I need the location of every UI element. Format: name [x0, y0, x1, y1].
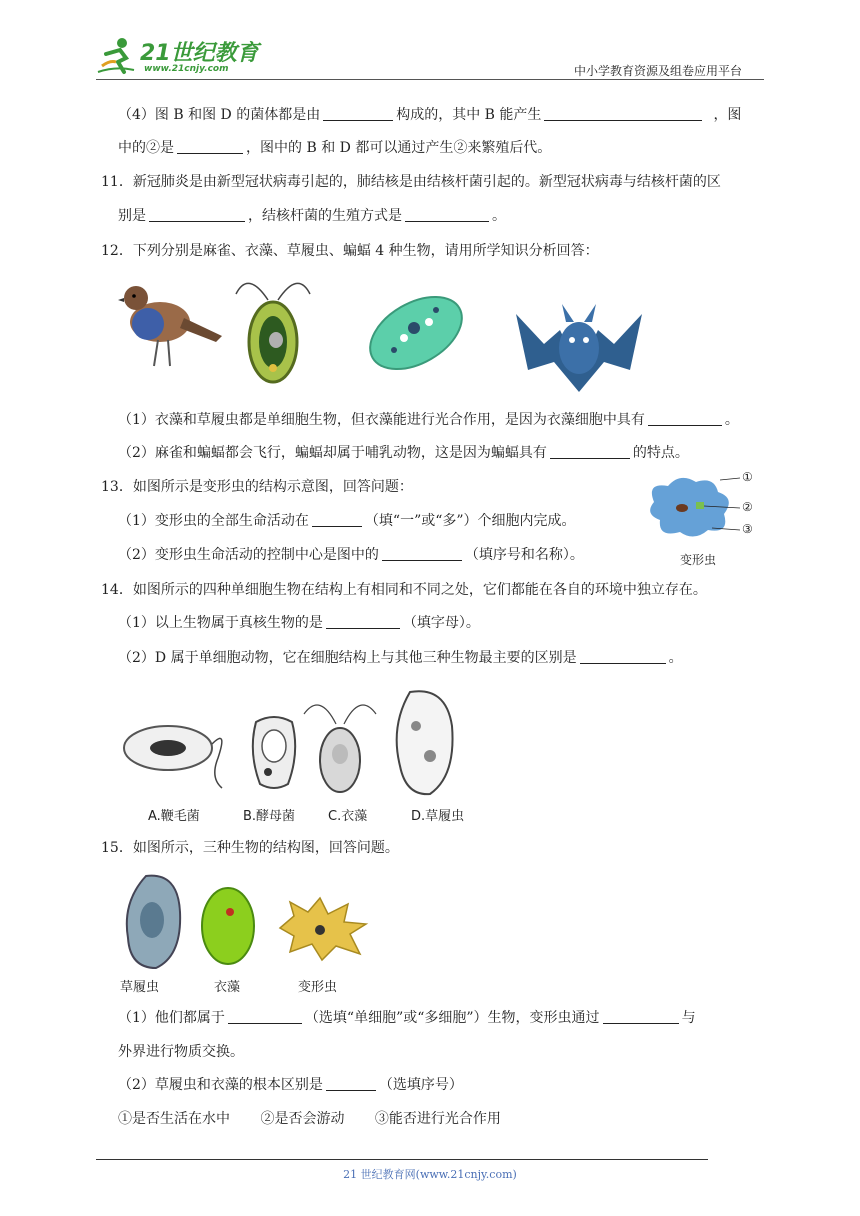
amoeba-label-2: ②: [742, 500, 753, 514]
answer-blank[interactable]: [312, 511, 362, 527]
q13-sub1: （1）变形虫的全部生命活动在 （填“一”或“多”）个细胞内完成。: [118, 513, 576, 529]
logo-url: www.21cnjy.com: [144, 64, 229, 74]
q15-stem: 15．如图所示，三种生物的结构图，回答问题。: [101, 840, 399, 856]
paramecium-gray-image: [386, 686, 466, 800]
paramecium-color-image: [120, 872, 186, 970]
option-2: ②是否会游动: [260, 1111, 345, 1127]
q15-sub2: （2）草履虫和衣藻的根本区别是 （选填序号）: [118, 1077, 463, 1093]
logo-text: 21世纪教育: [140, 41, 259, 66]
caption-b: B.酵母菌: [243, 809, 296, 824]
answer-blank[interactable]: [405, 206, 489, 222]
answer-blank[interactable]: [648, 410, 722, 426]
option-3: ③能否进行光合作用: [374, 1111, 501, 1127]
caption-paramecium: 草履虫: [120, 980, 160, 995]
answer-blank[interactable]: [603, 1008, 679, 1024]
yeast-image: [246, 712, 302, 792]
chlamydomonas-image: [228, 270, 318, 385]
answer-blank[interactable]: [544, 105, 702, 121]
footer-divider: [96, 1159, 708, 1160]
q14-sub2: （2）D 属于单细胞动物，它在细胞结构上与其他三种生物最主要的区别是 。: [118, 650, 683, 666]
amoeba-label-1: ①: [742, 470, 753, 484]
chlamydomonas-color-image: [198, 882, 258, 970]
q12-stem: 12．下列分别是麻雀、衣藻、草履虫、蝙蝠 4 种生物，请用所学知识分析回答：: [101, 243, 599, 259]
flagellated-bacterium-image: [118, 708, 238, 798]
sparrow-image: [118, 274, 228, 374]
bat-image: [514, 300, 644, 396]
amoeba-caption: 变形虫: [680, 553, 717, 567]
header-logo: [96, 36, 266, 78]
answer-blank[interactable]: [323, 105, 393, 121]
caption-a: A.鞭毛菌: [148, 809, 200, 824]
amoeba-label-3: ③: [742, 522, 753, 536]
q11-line1: 11．新冠肺炎是由新型冠状病毒引起的，肺结核是由结核杆菌引起的。新型冠状病毒与结核杆菌的区: [101, 174, 721, 190]
caption-amoeba: 变形虫: [298, 980, 338, 995]
amoeba-diagram: [644, 472, 740, 544]
runner-logo-icon: [96, 36, 136, 76]
answer-blank[interactable]: [149, 206, 245, 222]
amoeba-color-image: [272, 894, 372, 964]
q13-stem: 13．如图所示是变形虫的结构示意图，回答问题：: [101, 479, 413, 495]
q15-options: [118, 1109, 501, 1129]
answer-blank[interactable]: [580, 648, 666, 664]
q15-sub1: （1）他们都属于 （选填“单细胞”或“多细胞”）生物，变形虫通过 与: [118, 1010, 696, 1026]
q10-line2: 中的②是 ，图中的 B 和 D 都可以通过产生②来繁殖后代。: [118, 140, 552, 156]
answer-blank[interactable]: [177, 138, 243, 154]
answer-blank[interactable]: [550, 443, 630, 459]
chlamydomonas-gray-image: [300, 694, 380, 798]
q15-sub1-line2: 外界进行物质交换。: [118, 1044, 244, 1060]
option-1: ①是否生活在水中: [118, 1111, 230, 1127]
header-divider: [96, 79, 764, 80]
caption-d: D.草履虫: [411, 809, 465, 824]
caption-chlamydomonas: 衣藻: [214, 980, 241, 995]
paramecium-image: [364, 288, 469, 378]
q12-sub2: （2）麻雀和蝙蝠都会飞行，蝙蝠却属于哺乳动物，这是因为蝙蝠具有 的特点。: [118, 445, 689, 461]
q12-sub1: （1）衣藻和草履虫都是单细胞生物，但衣藻能进行光合作用，是因为衣藻细胞中具有 。: [118, 412, 739, 428]
header-platform-text: 中小学教育资源及组卷应用平台: [574, 64, 743, 78]
answer-blank[interactable]: [228, 1008, 302, 1024]
q14-sub1: （1）以上生物属于真核生物的是 （填字母）。: [118, 615, 480, 631]
q11-line2: 别是 ，结核杆菌的生殖方式是 。: [118, 208, 506, 224]
q13-sub2: （2）变形虫生命活动的控制中心是图中的 （填序号和名称）。: [118, 547, 584, 563]
caption-c: C.衣藻: [328, 809, 368, 824]
answer-blank[interactable]: [326, 1075, 376, 1091]
q10-line1: （4）图 B 和图 D 的菌体都是由 构成的，其中 B 能产生 ，图: [118, 107, 742, 123]
q14-stem: 14．如图所示的四种单细胞生物在结构上有相同和不同之处，它们都能在各自的环境中独立存在。: [101, 582, 707, 598]
answer-blank[interactable]: [326, 613, 400, 629]
footer-text: 21 世纪教育网(www.21cnjy.com): [343, 1168, 517, 1181]
answer-blank[interactable]: [382, 545, 462, 561]
